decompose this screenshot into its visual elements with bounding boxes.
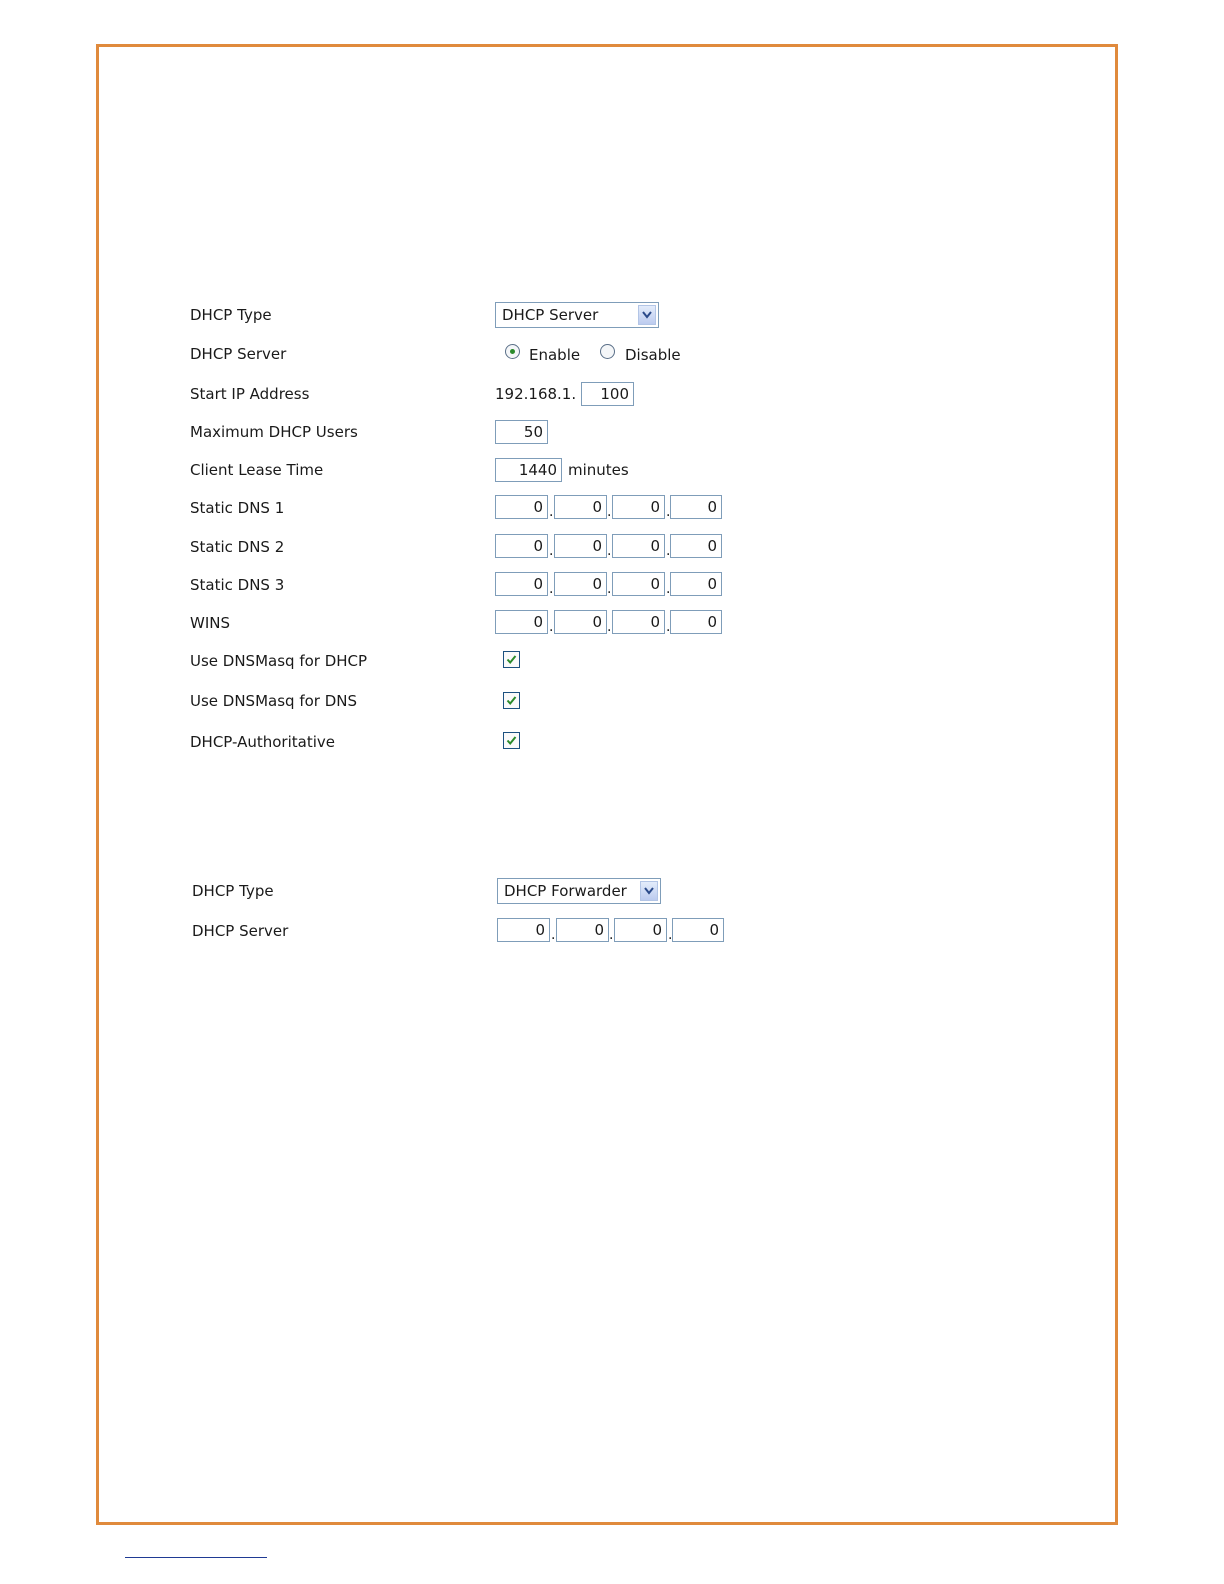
check-icon [506, 654, 517, 665]
static-dns3-octet-3[interactable]: 0 [612, 572, 665, 596]
dhcp-type-select[interactable] [495, 302, 659, 328]
ip-separator: . [549, 504, 554, 520]
static-dns1-octet-1[interactable]: 0 [495, 495, 548, 519]
ip-separator: . [607, 543, 612, 559]
static-dns3-octet-1[interactable]: 0 [495, 572, 548, 596]
start-ip-input[interactable]: 100 [581, 382, 634, 406]
wins-octet-1[interactable]: 0 [495, 610, 548, 634]
authoritative-checkbox[interactable] [503, 732, 520, 749]
forwarder-dhcp-type-value: DHCP Forwarder [504, 882, 627, 900]
static-dns3-label: Static DNS 3 [190, 576, 285, 594]
ip-separator: . [666, 581, 671, 597]
chevron-down-icon[interactable] [638, 305, 656, 325]
lease-time-label: Client Lease Time [190, 461, 324, 479]
enable-radio[interactable] [505, 344, 520, 359]
ip-separator: . [607, 504, 612, 520]
dnsmasq-dhcp-label: Use DNSMasq for DHCP [190, 652, 368, 670]
dnsmasq-dhcp-checkbox[interactable] [503, 651, 520, 668]
footer-rule [125, 1557, 267, 1558]
ip-separator: . [609, 927, 614, 943]
check-icon [506, 695, 517, 706]
static-dns1-label: Static DNS 1 [190, 499, 285, 517]
ip-separator: . [551, 927, 556, 943]
wins-octet-3[interactable]: 0 [612, 610, 665, 634]
static-dns2-octet-1[interactable]: 0 [495, 534, 548, 558]
ip-separator: . [549, 581, 554, 597]
static-dns3-octet-2[interactable]: 0 [554, 572, 607, 596]
max-users-label: Maximum DHCP Users [190, 423, 358, 441]
static-dns3-octet-4[interactable]: 0 [670, 572, 722, 596]
ip-separator: . [549, 619, 554, 635]
lease-time-unit: minutes [568, 461, 629, 479]
dhcp-type-label: DHCP Type [190, 306, 272, 324]
page-frame [96, 44, 1118, 1525]
ip-separator: . [666, 543, 671, 559]
forwarder-server-octet-4[interactable]: 0 [672, 918, 724, 942]
forwarder-dhcp-server-label: DHCP Server [192, 922, 289, 940]
lease-time-input[interactable]: 1440 [495, 458, 562, 482]
dhcp-type-value: DHCP Server [502, 306, 599, 324]
dhcp-server-label: DHCP Server [190, 345, 287, 363]
check-icon [506, 735, 517, 746]
forwarder-dhcp-type-select[interactable] [497, 878, 661, 904]
start-ip-label: Start IP Address [190, 385, 310, 403]
ip-separator: . [607, 581, 612, 597]
authoritative-label: DHCP-Authoritative [190, 733, 335, 751]
forwarder-server-octet-2[interactable]: 0 [556, 918, 609, 942]
wins-label: WINS [190, 614, 230, 632]
static-dns2-octet-4[interactable]: 0 [670, 534, 722, 558]
static-dns2-octet-2[interactable]: 0 [554, 534, 607, 558]
static-dns1-octet-4[interactable]: 0 [670, 495, 722, 519]
ip-separator: . [666, 504, 671, 520]
static-dns1-octet-2[interactable]: 0 [554, 495, 607, 519]
radio-selected-dot [510, 349, 515, 354]
static-dns1-octet-3[interactable]: 0 [612, 495, 665, 519]
chevron-down-icon[interactable] [640, 881, 658, 901]
wins-octet-4[interactable]: 0 [670, 610, 722, 634]
ip-separator: . [668, 927, 673, 943]
dnsmasq-dns-checkbox[interactable] [503, 692, 520, 709]
ip-separator: . [607, 619, 612, 635]
ip-separator: . [549, 543, 554, 559]
forwarder-dhcp-type-label: DHCP Type [192, 882, 274, 900]
start-ip-prefix: 192.168.1. [495, 385, 577, 403]
wins-octet-2[interactable]: 0 [554, 610, 607, 634]
dnsmasq-dns-label: Use DNSMasq for DNS [190, 692, 358, 710]
static-dns2-octet-3[interactable]: 0 [612, 534, 665, 558]
forwarder-server-octet-1[interactable]: 0 [497, 918, 550, 942]
static-dns2-label: Static DNS 2 [190, 538, 285, 556]
disable-radio-label: Disable [625, 346, 681, 364]
max-users-input[interactable]: 50 [495, 420, 548, 444]
ip-separator: . [666, 619, 671, 635]
enable-radio-label: Enable [529, 346, 581, 364]
forwarder-server-octet-3[interactable]: 0 [614, 918, 667, 942]
disable-radio[interactable] [600, 344, 615, 359]
